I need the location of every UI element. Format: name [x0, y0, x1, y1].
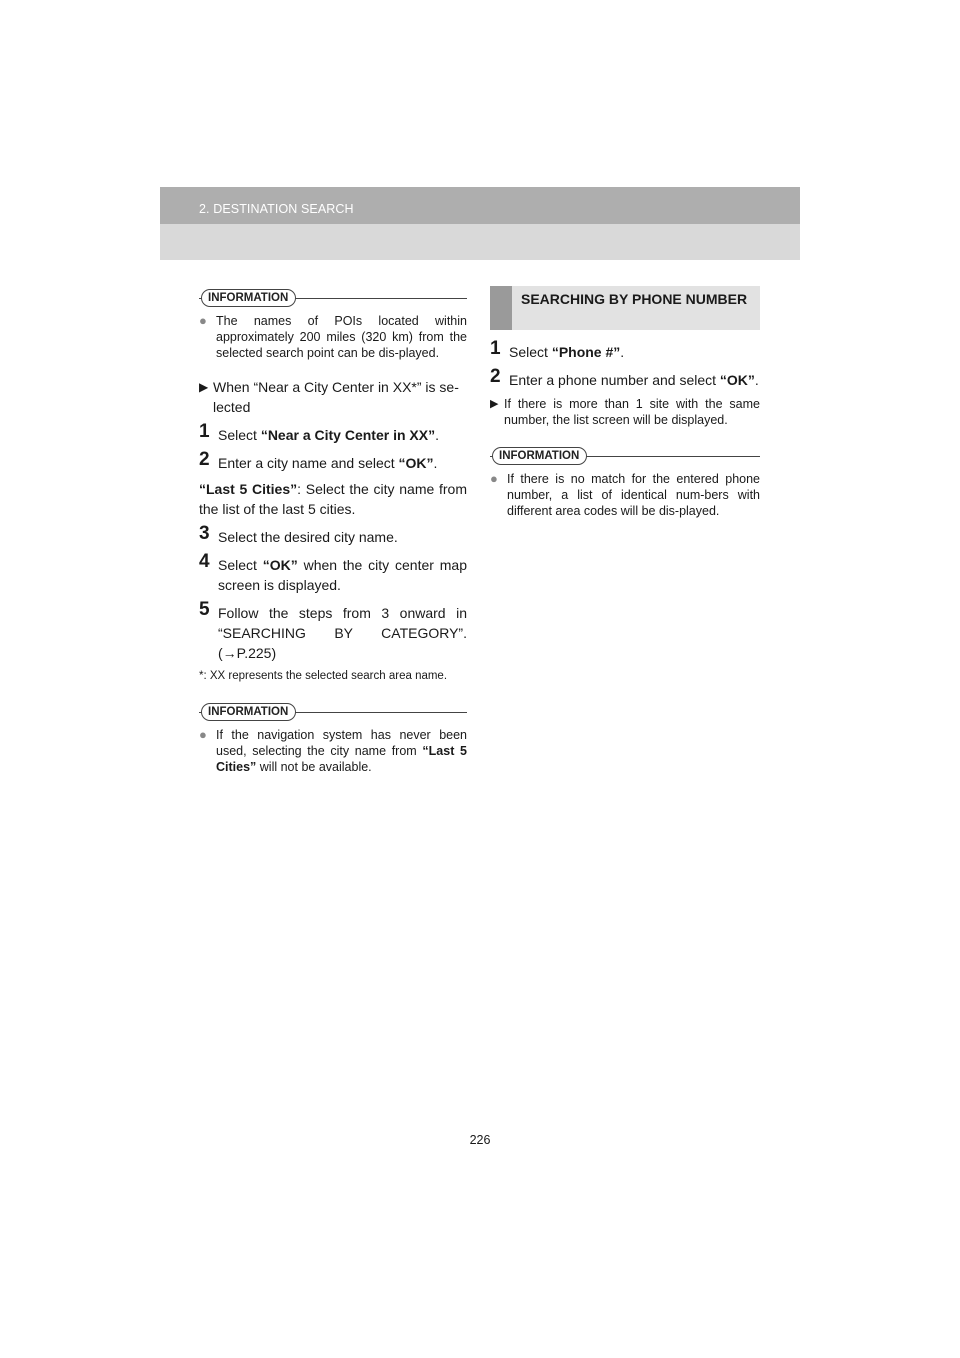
information-label: INFORMATION	[201, 703, 296, 721]
step-4: 4 Select “OK” when the city center map screen is displayed.	[199, 551, 467, 593]
step-2: 2 Enter a phone number and select “OK”.	[490, 366, 759, 388]
step-5: 5 Follow the steps from 3 onward in “SEARCHING BY CATEGORY”. (→P.225)	[199, 599, 467, 661]
step-3: 3 Select the desired city name.	[199, 523, 398, 545]
section-header: 2. DESTINATION SEARCH	[199, 202, 354, 216]
triangle-right-icon: ▶	[490, 398, 499, 410]
information-label: INFORMATION	[492, 447, 587, 465]
header-bar-lower	[160, 224, 800, 260]
bullet-icon: ●	[199, 313, 207, 328]
left-column	[199, 288, 467, 791]
step-number: 2	[490, 366, 501, 387]
information-item: ● If there is no match for the entered phone number, a list of identical num-bers with different area codes will be dis-played.	[490, 471, 760, 518]
information-box	[199, 288, 467, 361]
section-title: SEARCHING BY PHONE NUMBER	[521, 291, 748, 307]
right-column	[490, 286, 760, 535]
triangle-right-icon: ▶	[199, 380, 209, 394]
step-number: 1	[199, 421, 210, 442]
section-tab	[490, 286, 512, 330]
bullet-icon: ●	[199, 727, 207, 742]
step-number: 3	[199, 523, 210, 544]
step-2: 2 Enter a city name and select “OK”.	[199, 449, 438, 471]
page-number: 226	[469, 1133, 491, 1147]
last-5-cities-note: “Last 5 Cities”: Select the city name from the list of the last 5 cities.	[199, 481, 468, 517]
list-note: ▶ If there is more than 1 site with the same number, the list screen will be displayed.	[490, 397, 760, 427]
step-number: 4	[199, 551, 210, 572]
information-label: INFORMATION	[201, 289, 296, 307]
information-item: ● The names of POIs located within approximately 200 miles (320 km) from the selected search point can be dis-played.	[199, 313, 467, 360]
step-1: 1 Select “Near a City Center in XX”.	[199, 421, 439, 443]
step-number: 2	[199, 449, 210, 470]
bullet-icon: ●	[490, 471, 498, 486]
step-number: 5	[199, 599, 210, 620]
section-heading	[490, 286, 760, 330]
condition-heading: ▶ When “Near a City Center in XX*” is se-lected	[199, 379, 459, 415]
information-box	[490, 446, 760, 519]
information-box	[199, 702, 467, 775]
step-number: 1	[490, 338, 501, 359]
information-item: ● If the navigation system has never been used, selecting the city name from “Last 5 Cities” will not be available.	[199, 727, 467, 774]
step-1: 1 Select “Phone #”.	[490, 338, 625, 360]
footnote: *: XX represents the selected search area name.	[199, 670, 448, 682]
